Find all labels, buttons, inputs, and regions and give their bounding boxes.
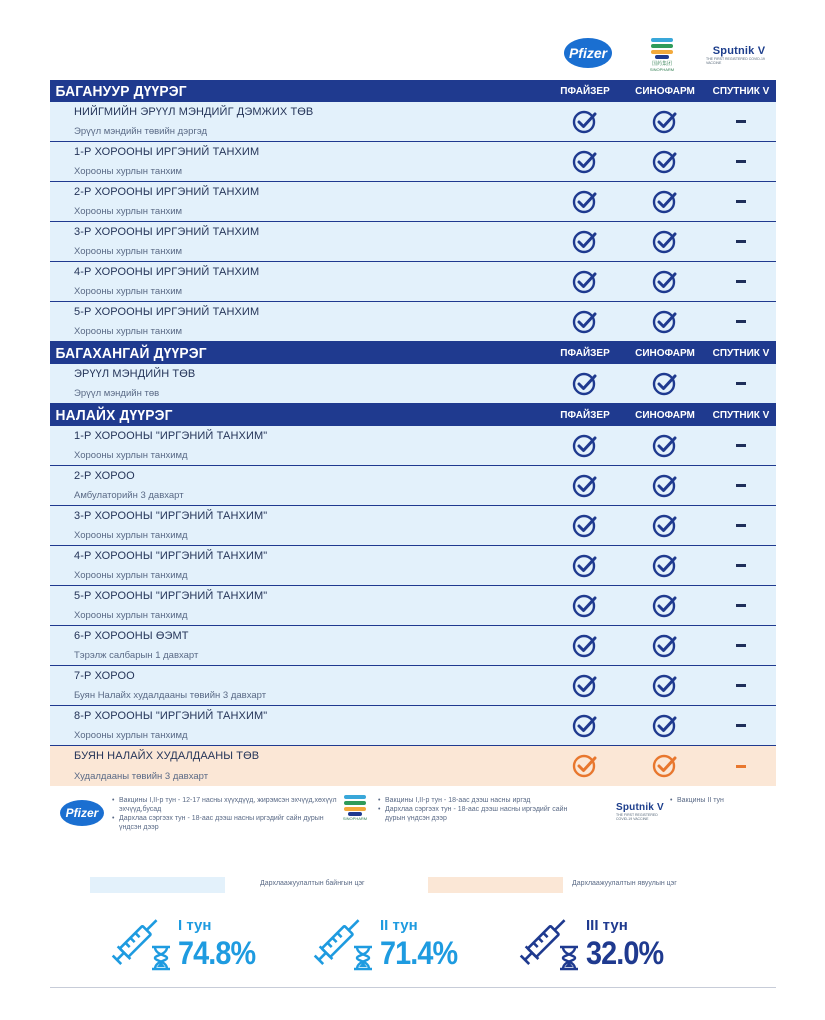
- sinopharm-check-icon: [624, 586, 706, 625]
- point-location: Хорооны хурлын танхимд: [74, 570, 188, 581]
- point-name: ЭРҮҮЛ МЭНДИЙН ТӨВ: [74, 368, 196, 380]
- sinopharm-cn-text: 国药集团: [651, 60, 672, 67]
- point-info: [50, 586, 546, 625]
- sputnik-dash-icon: [706, 466, 776, 505]
- point-name: 8-Р ХОРООНЫ "ИРГЭНИЙ ТАНХИМ": [74, 710, 268, 722]
- point-location: Хорооны хурлын танхим: [74, 166, 183, 177]
- section-header: [50, 80, 776, 102]
- vaccination-point-row: [50, 302, 776, 342]
- point-info: [50, 102, 546, 141]
- sputnik-dash-icon: [706, 506, 776, 545]
- legend-mobile-label: Дархлаажуулалтын явуулын цэг: [572, 880, 677, 887]
- sputnik-dash-icon: [706, 746, 776, 786]
- district-title: БАГАХАНГАЙ ДҮҮРЭГ: [55, 344, 207, 362]
- sinopharm-check-icon: [624, 546, 706, 585]
- point-location: Худалдааны төвийн 3 давхарт: [74, 771, 209, 782]
- sinopharm-check-icon: [624, 262, 706, 301]
- sinopharm-check-icon: [624, 102, 706, 141]
- sinopharm-note-en-text: SINOPHARM: [342, 816, 368, 821]
- sputnik-logo-text: Sputnik V: [712, 45, 766, 57]
- vaccination-point-row: [50, 706, 776, 746]
- sputnik-dash-icon: [706, 666, 776, 705]
- legend: [0, 877, 825, 893]
- sputnik-dash-icon: [706, 182, 776, 221]
- point-location: Эрүүл мэндийн төвийн дэргэд: [74, 126, 208, 137]
- vaccination-point-row: [50, 142, 776, 182]
- sputnik-dash-icon: [706, 626, 776, 665]
- sputnik-note-logo-text: Sputnik V: [616, 802, 664, 813]
- sinopharm-check-icon: [624, 506, 706, 545]
- vaccine-logos: [0, 32, 825, 76]
- pfizer-check-icon: [546, 182, 624, 221]
- sputnik-note-logo: [616, 802, 666, 821]
- vaccination-point-row: [50, 364, 776, 404]
- sinopharm-column-header: СИНОФАРМ: [635, 85, 695, 97]
- point-info: [50, 666, 546, 705]
- sinopharm-check-icon: [624, 466, 706, 505]
- dose-percent: 74.8%: [178, 935, 256, 971]
- sputnik-logo: [706, 44, 772, 66]
- pfizer-logo: [564, 38, 612, 68]
- point-name: 1-Р ХОРООНЫ "ИРГЭНИЙ ТАНХИМ": [74, 430, 268, 442]
- point-name: 2-Р ХОРОО: [74, 470, 135, 482]
- sputnik-dash-icon: [706, 302, 776, 341]
- vaccination-point-row: [50, 182, 776, 222]
- sputnik-dash-icon: [706, 586, 776, 625]
- dose-stat: [310, 905, 480, 975]
- mobile-point-row: [50, 746, 776, 786]
- sputnik-dash-icon: [706, 706, 776, 745]
- sinopharm-check-icon: [624, 706, 706, 745]
- vaccination-point-row: [50, 666, 776, 706]
- point-location: Хорооны хурлын танхим: [74, 326, 183, 337]
- pfizer-check-icon: [546, 586, 624, 625]
- pfizer-note-logo-text: Pfizer: [65, 806, 99, 820]
- point-location: Эрүүл мэндийн төв: [74, 388, 160, 399]
- sputnik-column-header: СПУТНИК V: [712, 85, 770, 97]
- point-location: Хорооны хурлын танхим: [74, 286, 183, 297]
- point-name: БУЯН НАЛАЙХ ХУДАЛДААНЫ ТӨВ: [74, 750, 260, 762]
- pfizer-check-icon: [546, 142, 624, 181]
- sinopharm-mark-icon: [651, 37, 673, 59]
- sinopharm-note-1: • Вакцины I,II-р тун - 18-аас дээш насны иргэд: [378, 796, 568, 805]
- point-location: Хорооны хурлын танхимд: [74, 730, 188, 741]
- pfizer-note-1: • Вакцины I,II-р тун - 12-17 насны хүүхдүүд, жирэмсэн эхчүүд,хөхүүл эхчүүд,бусад: [112, 796, 342, 814]
- point-location: Хорооны хурлын танхим: [74, 246, 183, 257]
- sputnik-note-1: • Вакцины II тун: [670, 796, 770, 805]
- pfizer-check-icon: [546, 706, 624, 745]
- dose-label: III тун: [586, 917, 628, 934]
- sputnik-note-logo-subtext: THE FIRST REGISTERED COVID-19 VACCINE: [616, 813, 658, 821]
- vaccination-point-row: [50, 222, 776, 262]
- vaccination-point-row: [50, 626, 776, 666]
- vaccination-point-row: [50, 586, 776, 626]
- sinopharm-logo: [636, 32, 688, 76]
- point-info: [50, 222, 546, 261]
- point-name: 5-Р ХОРООНЫ ИРГЭНИЙ ТАНХИМ: [74, 306, 260, 318]
- dose-percent: 32.0%: [586, 935, 664, 971]
- sputnik-column-header: СПУТНИК V: [712, 409, 770, 421]
- pfizer-check-icon: [546, 626, 624, 665]
- sinopharm-en-text: SINOPHARM: [649, 66, 675, 72]
- point-info: [50, 466, 546, 505]
- district-title: БАГАНУУР ДҮҮРЭГ: [55, 82, 187, 100]
- point-info: [50, 426, 546, 465]
- point-info: [50, 262, 546, 301]
- vaccination-point-row: [50, 426, 776, 466]
- point-location: Хорооны хурлын танхимд: [74, 450, 188, 461]
- dose-percent: 71.4%: [380, 935, 458, 971]
- point-info: [50, 546, 546, 585]
- sputnik-column-header: СПУТНИК V: [712, 347, 770, 359]
- point-info: [50, 626, 546, 665]
- pfizer-logo-text: Pfizer: [568, 45, 608, 61]
- sinopharm-note-mark-icon: [344, 794, 366, 816]
- pfizer-column-header: ПФАЙЗЕР: [560, 85, 610, 97]
- sinopharm-column-header: СИНОФАРМ: [635, 347, 695, 359]
- vaccine-notes: [50, 794, 776, 844]
- point-info: [50, 182, 546, 221]
- sputnik-dash-icon: [706, 222, 776, 261]
- pfizer-note-list: [112, 796, 342, 832]
- point-name: 4-Р ХОРООНЫ "ИРГЭНИЙ ТАНХИМ": [74, 550, 268, 562]
- point-name: 2-Р ХОРООНЫ ИРГЭНИЙ ТАНХИМ: [74, 186, 260, 198]
- point-location: Тэрэлж салбарын 1 давхарт: [74, 650, 199, 661]
- pfizer-check-icon: [546, 222, 624, 261]
- vaccination-point-row: [50, 262, 776, 302]
- vaccination-point-row: [50, 546, 776, 586]
- point-info: [50, 142, 546, 181]
- sinopharm-check-icon: [624, 222, 706, 261]
- section-header: [50, 342, 776, 364]
- sinopharm-check-icon: [624, 182, 706, 221]
- pfizer-note-logo: [60, 800, 104, 826]
- pfizer-check-icon: [546, 364, 624, 403]
- dose-label: I тун: [178, 917, 212, 934]
- pfizer-note-2: • Дархлаа сэргээх тун - 18-аас дээш насны иргэдийг сайн дурын үндсэн дээр: [112, 814, 342, 832]
- point-location: Хорооны хурлын танхимд: [74, 530, 188, 541]
- point-location: Буян Налайх худалдааны төвийн 3 давхарт: [74, 690, 267, 701]
- vaccination-point-row: [50, 466, 776, 506]
- pfizer-check-icon: [546, 102, 624, 141]
- sputnik-dash-icon: [706, 546, 776, 585]
- pfizer-check-icon: [546, 262, 624, 301]
- pfizer-check-icon: [546, 466, 624, 505]
- point-name: 1-Р ХОРООНЫ ИРГЭНИЙ ТАНХИМ: [74, 146, 260, 158]
- point-name: 6-Р ХОРООНЫ ӨЭМТ: [74, 630, 189, 642]
- point-info: [50, 706, 546, 745]
- point-info: [50, 364, 546, 403]
- sinopharm-note-2: • Дархлаа сэргээх тун - 18-аас дээш насны иргэдийг сайн дурын үндсэн дээр: [378, 805, 568, 823]
- bottom-divider: [50, 987, 776, 988]
- dose-label: II тун: [380, 917, 418, 934]
- legend-permanent-swatch: [90, 877, 225, 893]
- sinopharm-check-icon: [624, 142, 706, 181]
- point-name: НИЙГМИЙН ЭРҮҮЛ МЭНДИЙГ ДЭМЖИХ ТӨВ: [74, 106, 314, 118]
- vaccination-points-table: [50, 80, 776, 786]
- point-location: Хорооны хурлын танхимд: [74, 610, 188, 621]
- point-info: [50, 302, 546, 341]
- sinopharm-note-list: [378, 796, 568, 823]
- sinopharm-check-icon: [624, 666, 706, 705]
- vaccination-point-row: [50, 506, 776, 546]
- dose-coverage-stats: [0, 905, 825, 975]
- sputnik-dash-icon: [706, 102, 776, 141]
- sinopharm-check-icon: [624, 302, 706, 341]
- pfizer-check-icon: [546, 302, 624, 341]
- point-name: 7-Р ХОРОО: [74, 670, 135, 682]
- district-title: НАЛАЙХ ДҮҮРЭГ: [55, 406, 173, 424]
- point-info: [50, 506, 546, 545]
- point-location: Хорооны хурлын танхим: [74, 206, 183, 217]
- pfizer-column-header: ПФАЙЗЕР: [560, 347, 610, 359]
- vaccination-point-row: [50, 102, 776, 142]
- pfizer-check-icon: [546, 546, 624, 585]
- point-name: 3-Р ХОРООНЫ "ИРГЭНИЙ ТАНХИМ": [74, 510, 268, 522]
- pfizer-check-icon: [546, 506, 624, 545]
- pfizer-check-icon: [546, 426, 624, 465]
- pfizer-check-icon: [546, 666, 624, 705]
- sputnik-logo-subtext: THE FIRST REGISTERED COVID-19 VACCINE: [706, 57, 765, 65]
- point-name: 3-Р ХОРООНЫ ИРГЭНИЙ ТАНХИМ: [74, 226, 260, 238]
- pfizer-column-header: ПФАЙЗЕР: [560, 409, 610, 421]
- dose-stat: [108, 905, 278, 975]
- pfizer-check-icon: [546, 746, 624, 786]
- sputnik-dash-icon: [706, 142, 776, 181]
- section-header: [50, 404, 776, 426]
- sputnik-dash-icon: [706, 426, 776, 465]
- dose-stat: [516, 905, 686, 975]
- point-location: Амбулаторийн 3 давхарт: [74, 490, 184, 501]
- legend-permanent-label: Дархлаажуулалтын байнгын цэг: [260, 880, 365, 887]
- sputnik-note-list: [670, 796, 770, 805]
- sputnik-dash-icon: [706, 364, 776, 403]
- sinopharm-column-header: СИНОФАРМ: [635, 409, 695, 421]
- legend-mobile-swatch: [428, 877, 563, 893]
- sinopharm-check-icon: [624, 364, 706, 403]
- point-name: 4-Р ХОРООНЫ ИРГЭНИЙ ТАНХИМ: [74, 266, 260, 278]
- sinopharm-check-icon: [624, 426, 706, 465]
- sinopharm-check-icon: [624, 746, 706, 786]
- sinopharm-note-logo: [342, 794, 368, 826]
- sputnik-dash-icon: [706, 262, 776, 301]
- point-name: 5-Р ХОРООНЫ "ИРГЭНИЙ ТАНХИМ": [74, 590, 268, 602]
- sinopharm-check-icon: [624, 626, 706, 665]
- point-info: [50, 746, 546, 786]
